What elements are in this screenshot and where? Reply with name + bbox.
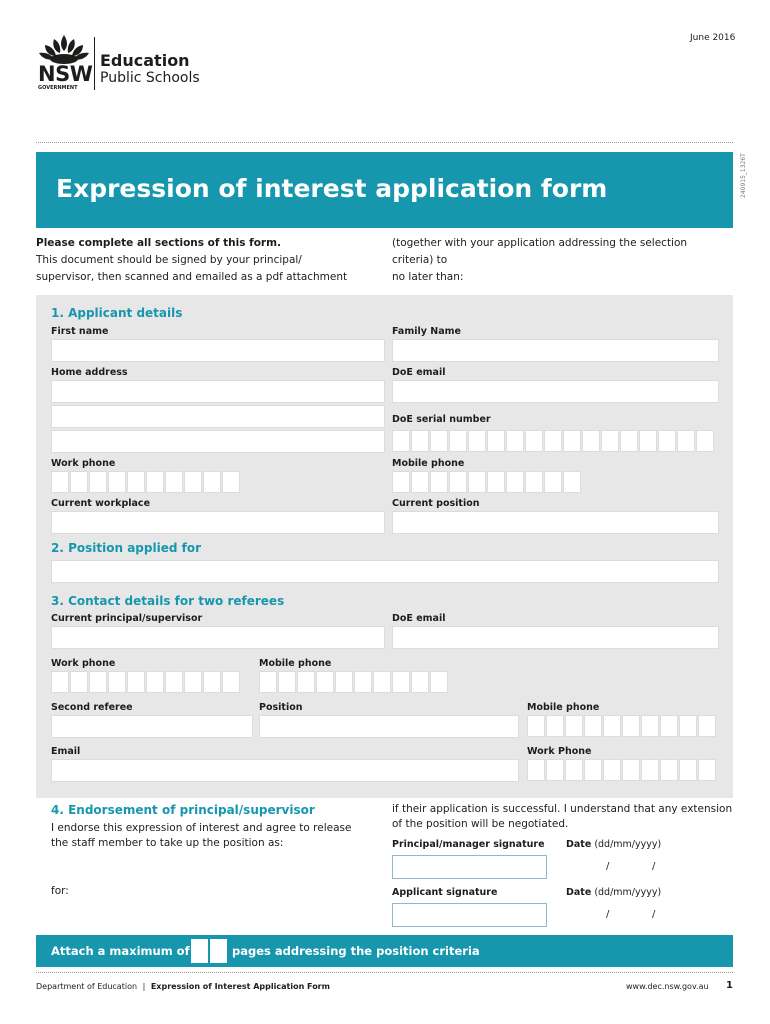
second-referee-label: Second referee [51, 702, 133, 713]
referee-position-field[interactable] [259, 715, 519, 738]
doe-email-field[interactable] [392, 380, 719, 403]
work-phone-field[interactable] [51, 471, 240, 493]
date-slash: / [652, 861, 656, 872]
digit-box[interactable] [584, 759, 602, 781]
second-mobile-phone-label: Mobile phone [527, 702, 600, 713]
digit-box[interactable] [603, 759, 621, 781]
family-name-label: Family Name [392, 326, 461, 337]
digit-box[interactable] [108, 471, 126, 493]
digit-box[interactable] [184, 671, 202, 693]
work-phone-label: Work phone [51, 458, 116, 469]
footer-dept: Department of Education [36, 982, 138, 991]
date-slash: / [606, 861, 610, 872]
endorsement-line1: I endorse this expression of interest and agree to release [51, 822, 352, 834]
digit-box[interactable] [449, 471, 467, 493]
current-workplace-label: Current workplace [51, 498, 151, 509]
digit-box[interactable] [146, 671, 164, 693]
side-code: 240915_1326T [740, 153, 747, 198]
referee-doe-email-field[interactable] [392, 626, 719, 649]
header-rule [36, 142, 733, 143]
second-referee-field[interactable] [51, 715, 253, 738]
header-date: June 2016 [690, 33, 736, 43]
footer-url: www.dec.nsw.gov.au [626, 982, 709, 991]
digit-box[interactable] [525, 430, 543, 452]
principal-signature-label: Principal/manager signature [392, 839, 545, 850]
intro-right [392, 235, 732, 286]
digit-box[interactable] [278, 671, 296, 693]
digit-box[interactable] [544, 471, 562, 493]
referee-doe-email-label: DoE email [392, 613, 446, 624]
date-slash: / [652, 909, 656, 920]
first-name-field[interactable] [51, 339, 385, 362]
logo-divider [94, 37, 95, 90]
current-workplace-field[interactable] [51, 511, 385, 534]
date-format: (dd/mm/yyyy) [594, 887, 662, 898]
digit-box[interactable] [191, 939, 208, 963]
digit-box[interactable] [468, 471, 486, 493]
digit-box[interactable] [546, 759, 564, 781]
intro-line3: supervisor, then scanned and emailed as a pdf attachment [36, 271, 348, 283]
email-field[interactable] [51, 759, 519, 782]
digit-box[interactable] [449, 430, 467, 452]
digit-box[interactable] [411, 671, 429, 693]
digit-box[interactable] [392, 430, 410, 452]
referee-position-label: Position [259, 702, 303, 713]
digit-box[interactable] [51, 471, 69, 493]
applicant-signature-field[interactable] [392, 903, 547, 927]
digit-box[interactable] [565, 715, 583, 737]
endorsement-right1: if their application is successful. I understand that any extension [392, 803, 733, 815]
digit-box[interactable] [525, 471, 543, 493]
digit-box[interactable] [70, 471, 88, 493]
digit-box[interactable] [527, 759, 545, 781]
digit-box[interactable] [563, 471, 581, 493]
principal-date-field[interactable] [566, 855, 696, 879]
nsw-wordmark: NSW [38, 62, 93, 86]
nsw-logo [36, 33, 216, 93]
digit-box[interactable] [297, 671, 315, 693]
position-applied-field[interactable] [51, 560, 719, 583]
digit-box[interactable] [411, 430, 429, 452]
digit-box[interactable] [622, 715, 640, 737]
digit-box[interactable] [51, 671, 69, 693]
digit-box[interactable] [698, 715, 716, 737]
page-number: 1 [726, 980, 733, 991]
email-label: Email [51, 746, 81, 757]
digit-box[interactable] [679, 715, 697, 737]
digit-box[interactable] [392, 471, 410, 493]
digit-box[interactable] [603, 715, 621, 737]
digit-box[interactable] [184, 471, 202, 493]
digit-box[interactable] [641, 759, 659, 781]
intro-right2: criteria) to [392, 254, 448, 266]
logo-subtitle: Public Schools [100, 70, 200, 86]
digit-box[interactable] [546, 715, 564, 737]
digit-box[interactable] [89, 471, 107, 493]
current-position-label: Current position [392, 498, 480, 509]
home-address-field-2[interactable] [51, 405, 385, 428]
home-address-field-1[interactable] [51, 380, 385, 403]
endorsement-line2: the staff member to take up the position as: [51, 837, 284, 849]
digit-box[interactable] [696, 430, 714, 452]
digit-box[interactable] [698, 759, 716, 781]
family-name-field[interactable] [392, 339, 719, 362]
intro-right3: no later than: [392, 271, 464, 283]
digit-box[interactable] [641, 715, 659, 737]
digit-box[interactable] [582, 430, 600, 452]
footer-rule [36, 972, 733, 973]
digit-box[interactable] [354, 671, 372, 693]
digit-box[interactable] [563, 430, 581, 452]
digit-box[interactable] [89, 671, 107, 693]
referee-work-phone-field[interactable] [51, 671, 240, 693]
digit-box[interactable] [430, 671, 448, 693]
digit-box[interactable] [565, 759, 583, 781]
digit-box[interactable] [468, 430, 486, 452]
mobile-phone-field[interactable] [392, 471, 581, 493]
referee-work-phone-label: Work phone [51, 658, 116, 669]
digit-box[interactable] [259, 671, 277, 693]
section-applicant-title: 1. Applicant details [51, 306, 183, 320]
digit-box[interactable] [127, 471, 145, 493]
digit-box[interactable] [620, 430, 638, 452]
doe-serial-label: DoE serial number [392, 414, 491, 425]
referee-mobile-phone-field[interactable] [259, 671, 448, 693]
current-principal-label: Current principal/supervisor [51, 613, 203, 624]
intro-left [36, 235, 376, 286]
digit-box[interactable] [622, 759, 640, 781]
digit-box[interactable] [660, 759, 678, 781]
digit-box[interactable] [639, 430, 657, 452]
applicant-signature-label: Applicant signature [392, 887, 498, 898]
current-position-field[interactable] [392, 511, 719, 534]
digit-box[interactable] [373, 671, 391, 693]
endorsement-right [392, 802, 737, 832]
digit-box[interactable] [487, 430, 505, 452]
second-mobile-phone-field[interactable] [527, 715, 716, 737]
applicant-date-label [566, 887, 661, 898]
section-endorsement-title: 4. Endorsement of principal/supervisor [51, 803, 315, 817]
intro-bold: Please complete all sections of this form. [36, 237, 282, 249]
digit-box[interactable] [165, 471, 183, 493]
digit-box[interactable] [411, 471, 429, 493]
digit-box[interactable] [108, 671, 126, 693]
digit-box[interactable] [430, 471, 448, 493]
digit-box[interactable] [544, 430, 562, 452]
date-slash: / [606, 909, 610, 920]
attach-left-text: Attach a maximum of [51, 944, 190, 958]
digit-box[interactable] [506, 471, 524, 493]
digit-box[interactable] [70, 671, 88, 693]
nsw-government-text: GOVERNMENT [38, 85, 78, 91]
second-work-phone-label: Work Phone [527, 746, 592, 757]
applicant-date-field[interactable] [566, 903, 696, 927]
endorsement-right2: of the position will be negotiated. [392, 818, 569, 830]
digit-box[interactable] [660, 715, 678, 737]
doe-serial-field[interactable] [392, 430, 714, 452]
digit-box[interactable] [127, 671, 145, 693]
attach-pages-field[interactable] [191, 939, 227, 963]
endorsement-for-label: for: [51, 885, 69, 897]
digit-box[interactable] [203, 671, 221, 693]
digit-box[interactable] [601, 430, 619, 452]
digit-box[interactable] [335, 671, 353, 693]
digit-box[interactable] [658, 430, 676, 452]
digit-box[interactable] [527, 715, 545, 737]
digit-box[interactable] [584, 715, 602, 737]
digit-box[interactable] [316, 671, 334, 693]
footer-left [36, 982, 330, 991]
date-format: (dd/mm/yyyy) [594, 839, 662, 850]
title-banner [36, 152, 733, 228]
footer-doc-title: Expression of Interest Application Form [150, 982, 330, 991]
digit-box[interactable] [487, 471, 505, 493]
date-label: Date [566, 839, 592, 850]
principal-date-label [566, 839, 661, 850]
digit-box[interactable] [222, 471, 240, 493]
footer-separator: | [142, 982, 146, 991]
logo-title: Education [100, 51, 190, 70]
first-name-label: First name [51, 326, 109, 337]
home-address-field-3[interactable] [51, 430, 385, 453]
date-label: Date [566, 887, 592, 898]
form-title: Expression of interest application form [56, 174, 608, 203]
intro-right1: (together with your application addressing the selection [392, 237, 688, 249]
digit-box[interactable] [392, 671, 410, 693]
principal-signature-field[interactable] [392, 855, 547, 879]
digit-box[interactable] [430, 430, 448, 452]
digit-box[interactable] [222, 671, 240, 693]
doe-email-label: DoE email [392, 367, 446, 378]
intro-line2: This document should be signed by your principal/ [36, 254, 302, 266]
attach-bar [36, 935, 733, 967]
home-address-label: Home address [51, 367, 128, 378]
referee-mobile-phone-label: Mobile phone [259, 658, 332, 669]
digit-box[interactable] [146, 471, 164, 493]
digit-box[interactable] [506, 430, 524, 452]
digit-box[interactable] [165, 671, 183, 693]
endorsement-left [51, 821, 386, 851]
section-referees-title: 3. Contact details for two referees [51, 594, 285, 608]
digit-box[interactable] [210, 939, 227, 963]
second-work-phone-field[interactable] [527, 759, 716, 781]
digit-box[interactable] [203, 471, 221, 493]
mobile-phone-label: Mobile phone [392, 458, 465, 469]
current-principal-field[interactable] [51, 626, 385, 649]
section-position-title: 2. Position applied for [51, 541, 201, 555]
digit-box[interactable] [677, 430, 695, 452]
attach-right-text: pages addressing the position criteria [232, 944, 480, 958]
digit-box[interactable] [679, 759, 697, 781]
